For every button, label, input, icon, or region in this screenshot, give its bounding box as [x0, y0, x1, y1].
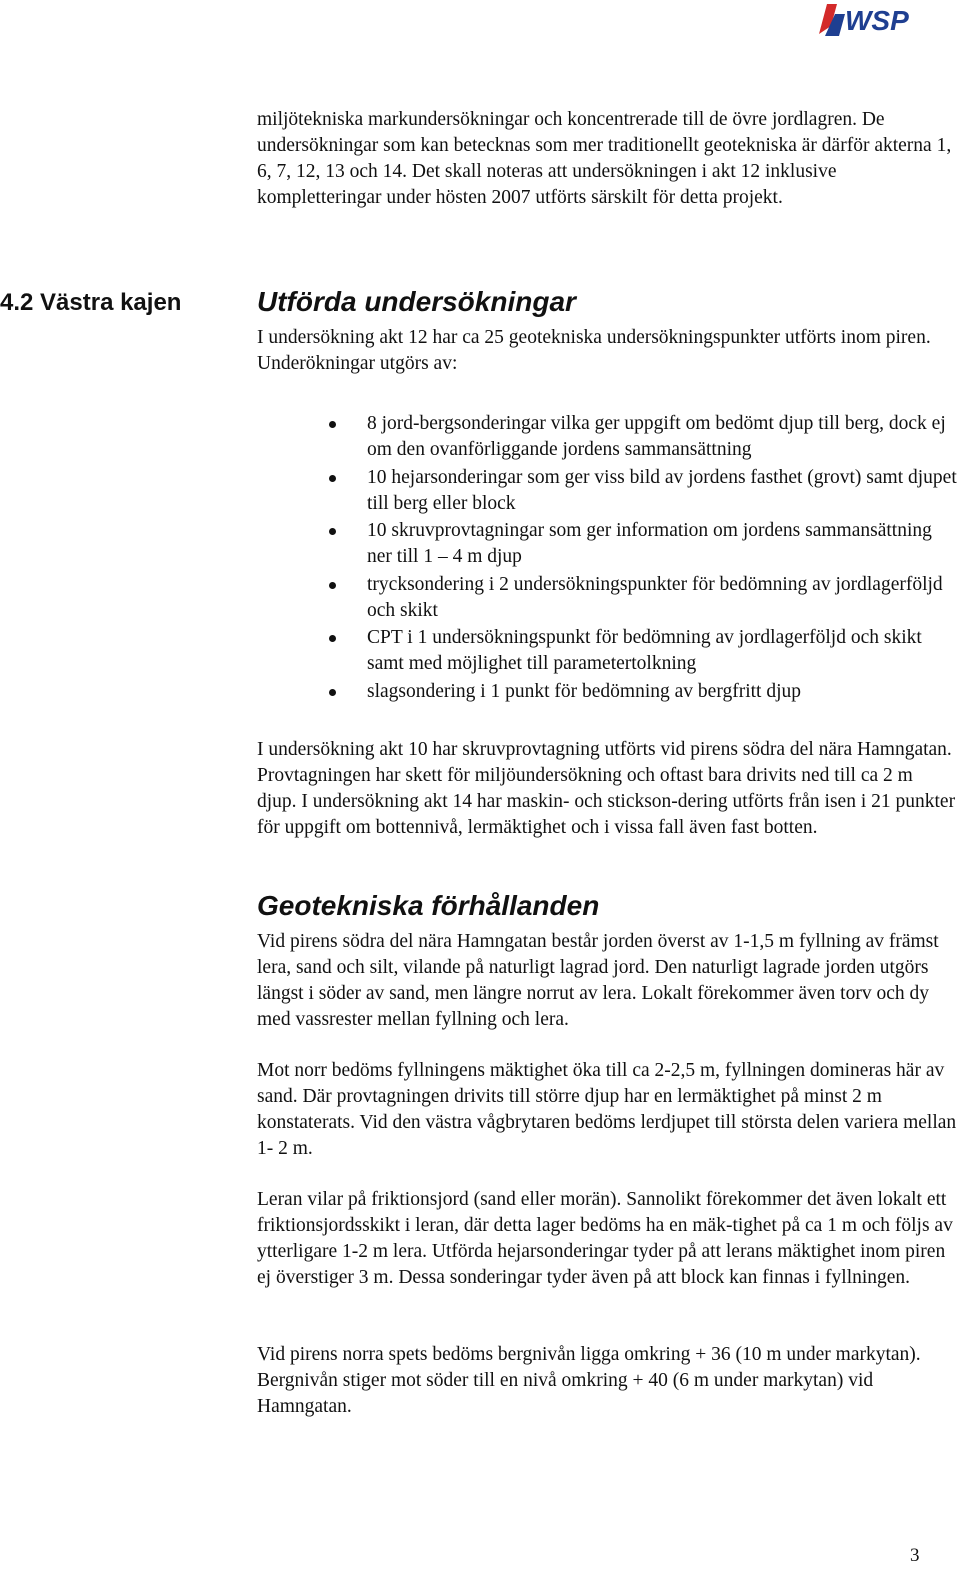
bullet-icon [329, 689, 336, 696]
intro-paragraph: miljötekniska markundersökningar och koncentrerade till de övre jordlagren. De undersökningar som kan betecknas som mer traditionellt geotekniska är därför akterna 1, 6, 7, 12, 13 och 14. Det skall noteras att undersökningen i akt 12 inklusive kompletteringar under hösten 2007 utförts särskilt för detta projekt. [257, 109, 952, 208]
list-item-text: slagsondering i 1 punkt för bedömning av bergfritt djup [367, 680, 801, 702]
bullet-icon [329, 635, 336, 642]
geo-paragraph-3: Leran vilar på friktionsjord (sand eller morän). Sannolikt förekommer det även lokalt ett friktionsjordsskikt i leran, där detta lager bedöms ha en mäk-tighet på ca 1 m och följs av ytterligare 1-2 m lera. Utförda hejarsonderingar tyder på att lerans mäktighet inom piren ej överstiger 3 m. Dessa sonderingar tyder även på att block kan finnas i fyllningen. [257, 1189, 953, 1288]
list-item-text: 8 jord-bergsonderingar vilka ger uppgift om bedömt djup till berg, dock ej om den ovanförliggande jordens sammansättning [367, 413, 946, 460]
bullet-icon [329, 421, 336, 428]
list-item-text: CPT i 1 undersökningspunkt för bedömning av jordlagerföljd och skikt samt med möjlighet till parametertolkning [367, 627, 922, 674]
list-item-text: 10 skruvprovtagningar som ger information om jordens sammansättning ner till 1 – 4 m djup [367, 520, 932, 567]
section-lead-paragraph: I undersökning akt 12 har ca 25 geotekniska undersökningspunkter utförts inom piren. Underökningar utgörs av: [257, 327, 931, 374]
investigation-list [257, 411, 957, 706]
list-item [257, 679, 957, 705]
list-item [257, 465, 957, 517]
list-item-text: trycksondering i 2 undersökningspunkter för bedömning av jordlagerföljd och skikt [367, 573, 943, 621]
geo-paragraph-1: Vid pirens södra del nära Hamngatan består jorden överst av 1-1,5 m fyllning av främst lera, sand och silt, vilande på naturligt lagrad jord. Den naturligt lagrade jorden utgörs längst i söder av sand, men längre norrut av lera. Lokalt förekommer även torv och dy med vassrester mellan fyllning och lera. [257, 931, 939, 1030]
page-number: 3 [910, 1545, 920, 1566]
geo-paragraph-2: Mot norr bedöms fyllningens mäktighet öka till ca 2-2,5 m, fyllningen domineras här av sand. Där provtagningen drivits till större djup har en lermäktighet på minst 2 m konstaterats. Vid den västra vågbrytaren bedöms lerdjupet till största delen variera mellan 1- 2 m. [257, 1060, 957, 1159]
after-list-paragraph: I undersökning akt 10 har skruvprovtagning utförts vid pirens södra del nära Hamngatan. Provtagningen har skett för miljöundersökning och oftast bara drivits ned till ca 2 m djup. I undersökning akt 14 har maskin- och stickson-dering utförts från isen i 21 punkter för uppgift om bottennivå, lermäktighet och i vissa fall även fast botten. [257, 739, 956, 838]
list-item [257, 411, 957, 463]
wsp-logo [815, 0, 935, 40]
logo-text: WSP [845, 5, 909, 36]
section-heading: Utförda undersökningar [257, 286, 576, 317]
bullet-icon [329, 475, 336, 482]
geo-heading: Geotekniska förhållanden [257, 890, 600, 921]
bullet-icon [329, 528, 336, 535]
bullet-icon [329, 582, 336, 589]
list-item [257, 572, 957, 624]
list-item [257, 518, 957, 570]
geo-paragraph-4: Vid pirens norra spets bedöms bergnivån ligga omkring + 36 (10 m under markytan). Bergnivån stiger mot söder till en nivå omkring + 40 (6 m under markytan) vid Hamngatan. [257, 1344, 921, 1417]
list-item [257, 625, 957, 677]
section-number-heading: 4.2 Västra kajen [0, 289, 182, 316]
list-item-text: 10 hejarsonderingar som ger viss bild av jordens fasthet (grovt) samt djupet till berg eller block [367, 466, 957, 514]
